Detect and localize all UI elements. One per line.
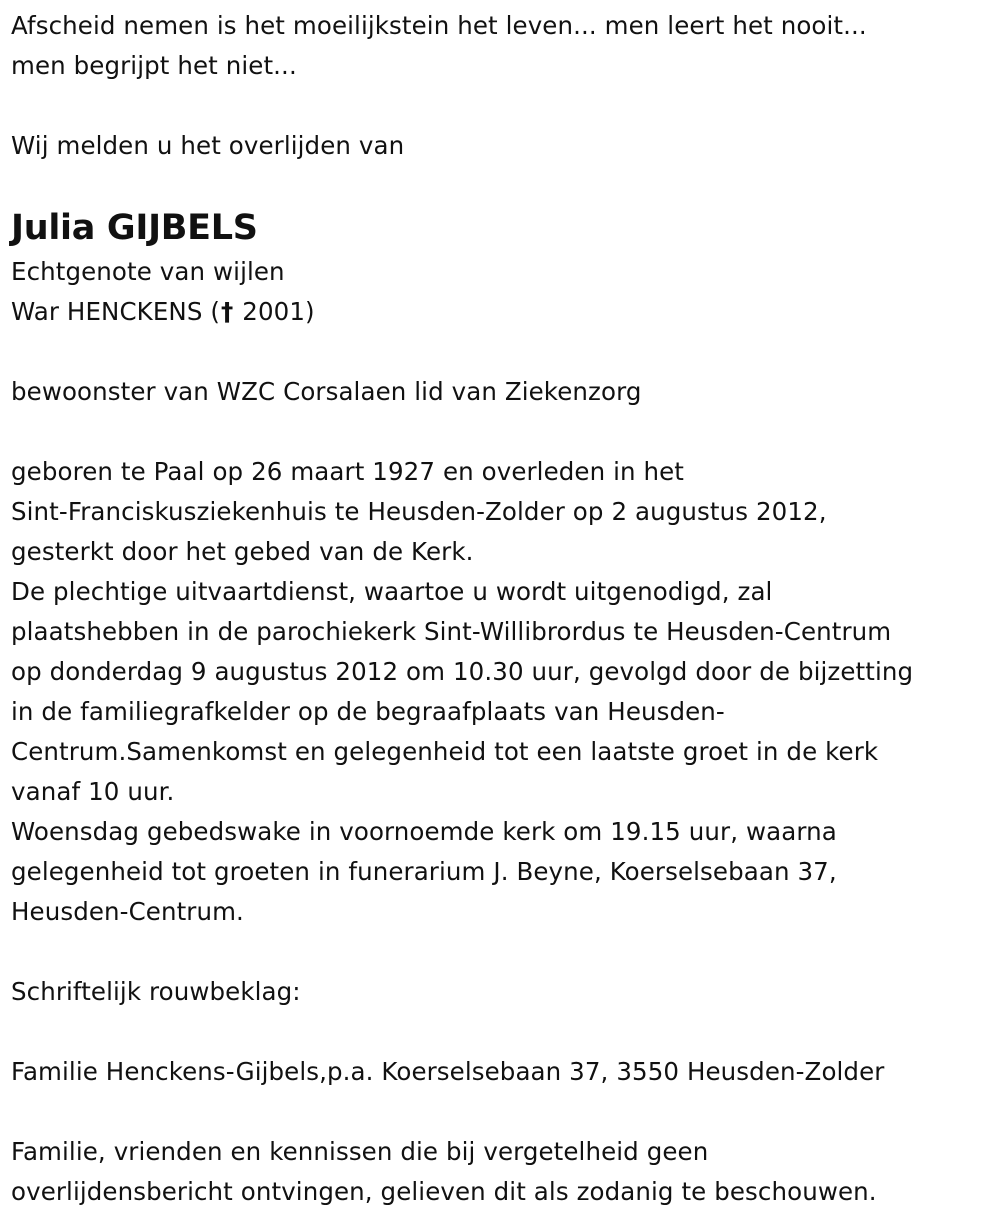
condolence-address: Familie Henckens-Gijbels,p.a. Koerselsebaan 37, 3550 Heusden-Zolder bbox=[11, 1057, 885, 1086]
intro-line-1: Afscheid nemen is het moeilijkstein het leven... men leert het nooit... bbox=[11, 11, 867, 40]
spacer bbox=[11, 932, 1000, 972]
condolence-heading: Schriftelijk rouwbeklag: bbox=[11, 977, 301, 1006]
details-line-5: plaatshebben in de parochiekerk Sint-Willibrordus te Heusden-Centrum bbox=[11, 617, 892, 646]
details-line-3: gesterkt door het gebed van de Kerk. bbox=[11, 537, 474, 566]
spacer bbox=[11, 412, 1000, 452]
details-line-10: Woensdag gebedswake in voornoemde kerk om 19.15 uur, waarna bbox=[11, 817, 837, 846]
closing-line-1: Familie, vrienden en kennissen die bij vergetelheid geen bbox=[11, 1137, 709, 1166]
details-line-6: op donderdag 9 augustus 2012 om 10.30 uur, gevolgd door de bijzetting bbox=[11, 657, 914, 686]
spouse-line bbox=[11, 292, 1000, 332]
details-line-2: Sint-Franciskusziekenhuis te Heusden-Zolder op 2 augustus 2012, bbox=[11, 497, 827, 526]
residence-text: bewoonster van WZC Corsalaen lid van Ziekenzorg bbox=[11, 377, 642, 406]
intro-line-2: men begrijpt het niet... bbox=[11, 51, 297, 80]
closing-line-2: overlijdensbericht ontvingen, gelieven dit als zodanig te beschouwen. bbox=[11, 1177, 877, 1206]
details-line-11: gelegenheid tot groeten in funerarium J. Beyne, Koerselsebaan 37, bbox=[11, 857, 837, 886]
details-line-4: De plechtige uitvaartdienst, waartoe u wordt uitgenodigd, zal bbox=[11, 577, 773, 606]
announcement-text: Wij melden u het overlijden van bbox=[11, 131, 405, 160]
details-line-7: in de familiegrafkelder op de begraafplaats van Heusden- bbox=[11, 697, 725, 726]
spacer bbox=[11, 1012, 1000, 1052]
spouse-prefix: War HENCKENS ( bbox=[11, 297, 221, 326]
spacer bbox=[11, 166, 1000, 206]
deceased-name: Julia GIJBELS bbox=[11, 208, 258, 248]
spacer bbox=[11, 86, 1000, 126]
spacer bbox=[11, 1092, 1000, 1132]
details-line-1: geboren te Paal op 26 maart 1927 en overleden in het bbox=[11, 457, 685, 486]
spacer bbox=[11, 332, 1000, 372]
spouse-suffix: 2001) bbox=[234, 297, 315, 326]
relation-text: Echtgenote van wijlen bbox=[11, 257, 285, 286]
details-line-8: Centrum.Samenkomst en gelegenheid tot een laatste groet in de kerk bbox=[11, 737, 879, 766]
details-line-12: Heusden-Centrum. bbox=[11, 897, 244, 926]
cross-icon: † bbox=[221, 297, 234, 326]
details-line-9: vanaf 10 uur. bbox=[11, 777, 175, 806]
